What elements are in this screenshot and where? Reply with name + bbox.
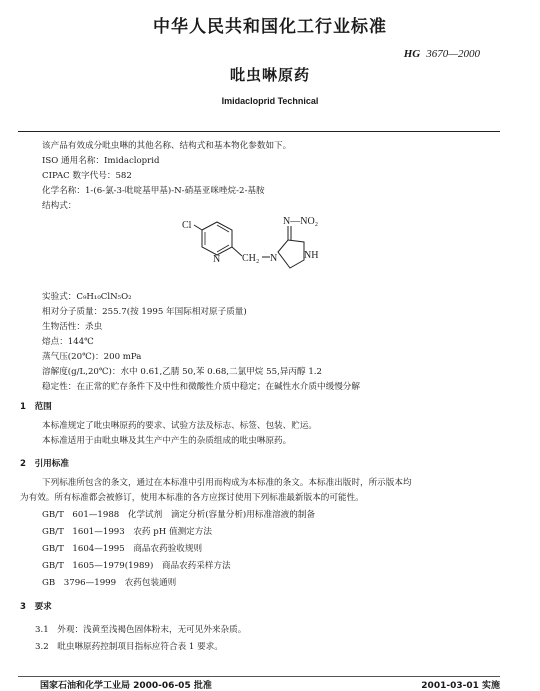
implementation-date: 2001-03-01 实施 — [421, 681, 500, 691]
biological-activity: 生物活性：杀虫 — [42, 322, 103, 332]
vapor-pressure: 蒸气压(20℃)：200 mPa — [42, 352, 142, 362]
nitroimine-label: N—NO₂ — [283, 216, 319, 227]
molecular-weight: 相对分子质量：255.7(按 1995 年国际相对原子质量) — [42, 307, 247, 317]
document-subtitle: Imidacloprid Technical — [221, 96, 319, 106]
chlorine-label: Cl — [182, 220, 192, 231]
imidazolidine-nitrogen: N — [270, 253, 278, 264]
melting-point: 熔点：144℃ — [42, 337, 94, 347]
chemical-name: 化学名称：1-(6-氯-3-吡啶基甲基)-N-硝基亚咪唑烷-2-基胺 — [42, 186, 265, 196]
approval-info: 国家石油和化学工业局 2000-06-05 批准 — [40, 681, 212, 691]
clause-3-2: 3.2 吡虫啉原药控制项目指标应符合表 1 要求。 — [35, 642, 223, 652]
standard-body-title: 中华人民共和国化工行业标准 — [153, 17, 387, 37]
solubility: 溶解度(g/L,20℃)：水中 0.61,乙腈 50,苯 0.68,二氯甲烷 55,异丙醇 1.2 — [42, 367, 322, 377]
cipac-code: CIPAC 数字代号：582 — [42, 171, 132, 181]
nh-label: NH — [304, 250, 319, 261]
section-2-heading: 2 引用标准 — [20, 459, 69, 469]
document-title: 吡虫啉原药 — [229, 66, 310, 84]
reference-standard: GB/T 1601—1993 农药 pH 值测定方法 — [42, 527, 212, 537]
section-1-heading: 1 范围 — [20, 402, 52, 412]
standard-number — [404, 48, 480, 60]
header-divider — [18, 131, 500, 132]
empirical-formula: 实验式：C₉H₁₀ClN₅O₂ — [42, 292, 132, 302]
section-1-paragraph: 本标准规定了吡虫啉原药的要求、试验方法及标志、标签、包装、贮运。 — [42, 421, 318, 431]
structural-formula — [170, 214, 340, 286]
standard-number-value: 3670—2000 — [426, 48, 480, 60]
reference-standard: GB/T 1605—1979(1989) 商品农药采样方法 — [42, 561, 231, 571]
footer-divider — [18, 676, 500, 677]
section-3-heading: 3 要求 — [20, 602, 52, 612]
stability: 稳定性：在正常的贮存条件下及中性和微酸性介质中稳定；在碱性水介质中缓慢分解 — [42, 382, 360, 392]
reference-standard: GB/T 601—1988 化学试剂 滴定分析(容量分析)用标准溶液的制备 — [42, 510, 316, 520]
section-1-paragraph: 本标准适用于由吡虫啉及其生产中产生的杂质组成的吡虫啉原药。 — [42, 436, 292, 446]
structure-label: 结构式： — [42, 201, 77, 211]
pyridine-nitrogen: N — [213, 254, 221, 265]
methylene-label: CH₂ — [242, 253, 260, 264]
standard-code: HG — [403, 48, 421, 60]
section-2-paragraph: 为有效。所有标准都会被修订，使用本标准的各方应探讨使用下列标准最新版本的可能性。 — [20, 493, 364, 503]
iso-name: ISO 通用名称：Imidacloprid — [42, 156, 160, 166]
section-2-paragraph: 下列标准所包含的条文，通过在本标准中引用而构成为本标准的条文。本标准出版时，所示版本均 — [42, 478, 412, 488]
reference-standard: GB 3796—1999 农药包装通则 — [42, 578, 177, 588]
reference-standard: GB/T 1604—1995 商品农药验收规则 — [42, 544, 203, 554]
structural-formula-drawing — [170, 214, 340, 286]
intro-line: 该产品有效成分吡虫啉的其他名称、结构式和基本物化参数如下。 — [42, 141, 292, 151]
clause-3-1: 3.1 外观：浅黄至浅褐色固体粉末，无可见外来杂质。 — [35, 625, 247, 635]
